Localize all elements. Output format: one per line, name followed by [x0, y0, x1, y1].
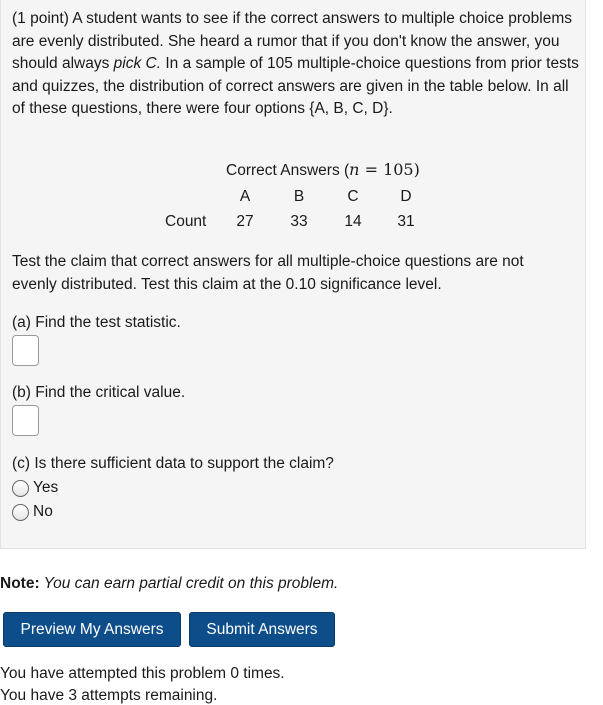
no-label: No	[33, 503, 53, 520]
caption-variable: n	[349, 160, 360, 179]
part-a-label: (a) Find the test statistic.	[12, 314, 181, 331]
note-text: You can earn partial credit on this problem.	[39, 575, 339, 592]
count-c: 14	[344, 213, 362, 230]
intro-emphasis: pick C.	[113, 55, 162, 73]
caption-equation: = 105)	[359, 160, 420, 179]
option-no[interactable]	[12, 502, 53, 522]
part-c-label: (c) Is there sufficient data to support the claim?	[12, 455, 334, 472]
test-statistic-input[interactable]	[12, 335, 39, 366]
option-yes[interactable]	[12, 478, 58, 498]
part-b-label: (b) Find the critical value.	[12, 384, 186, 401]
intro-text-a: (1 point) A student wants to see if the correct answers to multiple choice problems are evenly distributed. She heard a rumor that if you don't know the answer, you should always	[12, 10, 572, 73]
critical-value-input[interactable]	[12, 405, 39, 436]
yes-label: Yes	[33, 479, 59, 496]
intro-text-b: In a sample of 105 multiple-choice questions from prior tests and quizzes, the distribution of correct answers are given in the table below. In all of these questions, there were four options {A, B, C, D}.	[12, 55, 579, 118]
header-a: A	[239, 188, 251, 205]
preview-answers-button[interactable]: Preview My Answers	[3, 612, 181, 647]
count-b: 33	[290, 213, 308, 230]
count-label: Count	[165, 213, 207, 230]
attempts-remaining: You have 3 attempts remaining.	[0, 687, 218, 704]
count-d: 31	[397, 213, 415, 230]
note-label: Note:	[0, 575, 40, 592]
count-a: 27	[236, 213, 254, 230]
problem-intro	[12, 8, 580, 121]
no-radio[interactable]	[12, 504, 29, 521]
submit-answers-button[interactable]: Submit Answers	[189, 612, 335, 647]
caption-text: Correct Answers (	[226, 162, 350, 179]
attempts-made: You have attempted this problem 0 times.	[0, 665, 285, 682]
header-b: B	[293, 188, 305, 205]
yes-radio[interactable]	[12, 480, 29, 497]
partial-credit-note	[0, 575, 338, 593]
caption-math	[349, 160, 420, 179]
table-caption	[226, 160, 420, 180]
claim-text: Test the claim that correct answers for all multiple-choice questions are not evenly distributed. Test this claim at the 0.10 significance level.	[12, 253, 524, 293]
header-c: C	[347, 188, 359, 205]
header-d: D	[400, 188, 412, 205]
